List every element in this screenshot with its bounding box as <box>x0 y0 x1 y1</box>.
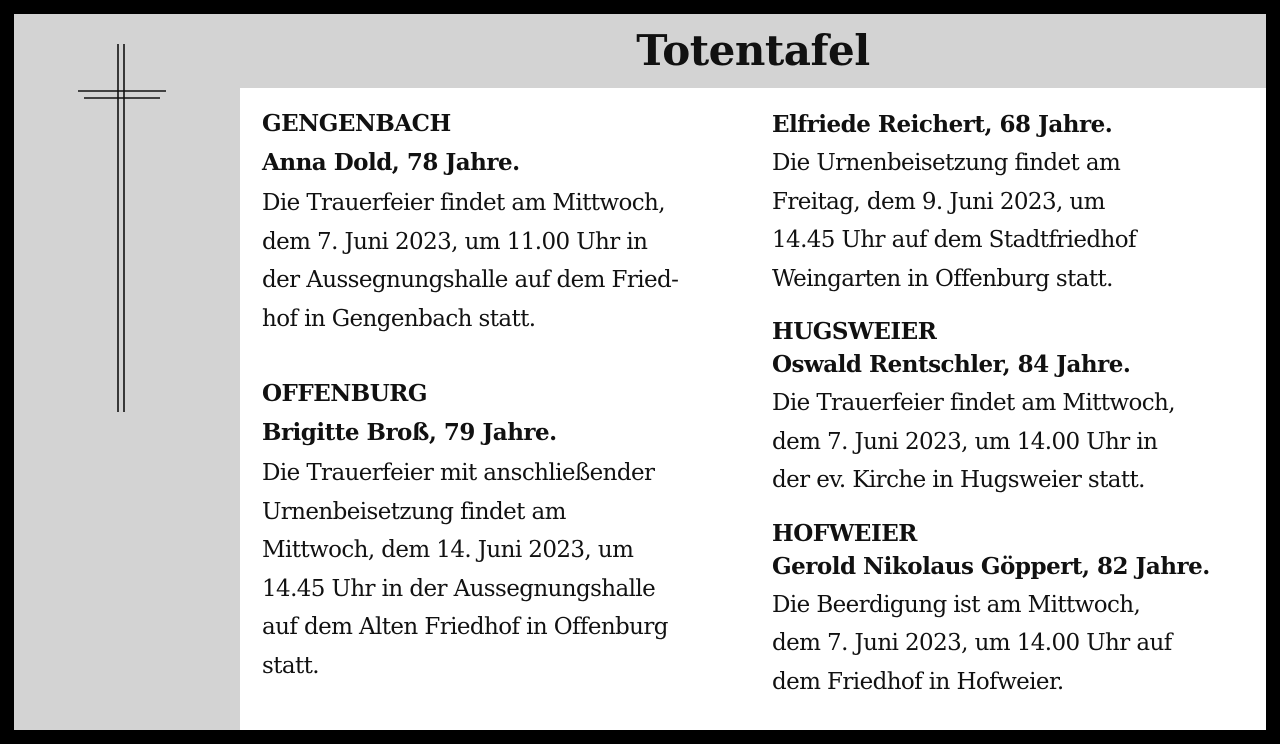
deceased-name: Elfriede Reichert, 68 Jahre. <box>772 111 1113 138</box>
deceased-name: Anna Dold, 78 Jahre. <box>262 149 520 176</box>
text-line: dem 7. Juni 2023, um 11.00 Uhr in <box>262 228 648 255</box>
text-line: Die Trauerfeier mit anschließender <box>262 460 655 486</box>
cross-icon <box>78 44 168 414</box>
deceased-name: Brigitte Broß, 79 Jahre. <box>262 419 557 446</box>
entry-gengenbach <box>262 108 732 338</box>
notice-content <box>240 88 1266 730</box>
text-line: 14.45 Uhr in der Aussegnungshalle <box>262 575 656 602</box>
text-line: Die Urnenbeisetzung findet am <box>772 150 1121 176</box>
text-line: statt. <box>262 652 319 679</box>
place-heading: GENGENBACH <box>262 110 451 137</box>
notice-text <box>262 184 732 338</box>
text-line: Die Trauerfeier findet am Mittwoch, <box>772 390 1175 416</box>
notice-text <box>772 144 1252 298</box>
text-line: dem Friedhof in Hofweier. <box>772 668 1064 695</box>
notice-text <box>262 454 732 685</box>
notice-frame <box>14 14 1266 730</box>
left-column <box>262 108 732 685</box>
notice-text <box>772 384 1252 500</box>
text-line: dem 7. Juni 2023, um 14.00 Uhr auf <box>772 630 1172 656</box>
deceased-name: Gerold Nikolaus Göppert, 82 Jahre. <box>772 552 1210 580</box>
text-line: Die Trauerfeier findet am Mittwoch, <box>262 190 665 216</box>
notice-text <box>772 586 1252 702</box>
text-line: 14.45 Uhr auf dem Stadtfriedhof <box>772 227 1136 253</box>
place-heading: HUGSWEIER <box>772 318 937 345</box>
entry-hugsweier <box>772 314 1252 500</box>
text-line: der Aussegnungshalle auf dem Fried- <box>262 267 679 293</box>
text-line: auf dem Alten Friedhof in Offenburg <box>262 614 668 640</box>
text-line: dem 7. Juni 2023, um 14.00 Uhr in <box>772 428 1158 455</box>
place-heading: HOFWEIER <box>772 519 917 547</box>
entry-offenburg-continued <box>772 108 1252 298</box>
deceased-name: Oswald Rentschler, 84 Jahre. <box>772 351 1131 378</box>
text-line: der ev. Kirche in Hugsweier statt. <box>772 467 1145 493</box>
text-line: Mittwoch, dem 14. Juni 2023, um <box>262 537 634 563</box>
text-line: Die Beerdigung ist am Mittwoch, <box>772 591 1141 618</box>
place-heading: OFFENBURG <box>262 380 428 407</box>
text-line: Urnenbeisetzung findet am <box>262 498 566 525</box>
page-title: Totentafel <box>636 26 870 75</box>
right-column <box>772 108 1252 701</box>
spacer <box>262 338 732 378</box>
text-line: Weingarten in Offenburg statt. <box>772 265 1113 292</box>
entry-offenburg <box>262 378 732 685</box>
text-line: Freitag, dem 9. Juni 2023, um <box>772 188 1105 215</box>
text-line: hof in Gengenbach statt. <box>262 305 536 332</box>
entry-hofweier <box>772 516 1252 702</box>
